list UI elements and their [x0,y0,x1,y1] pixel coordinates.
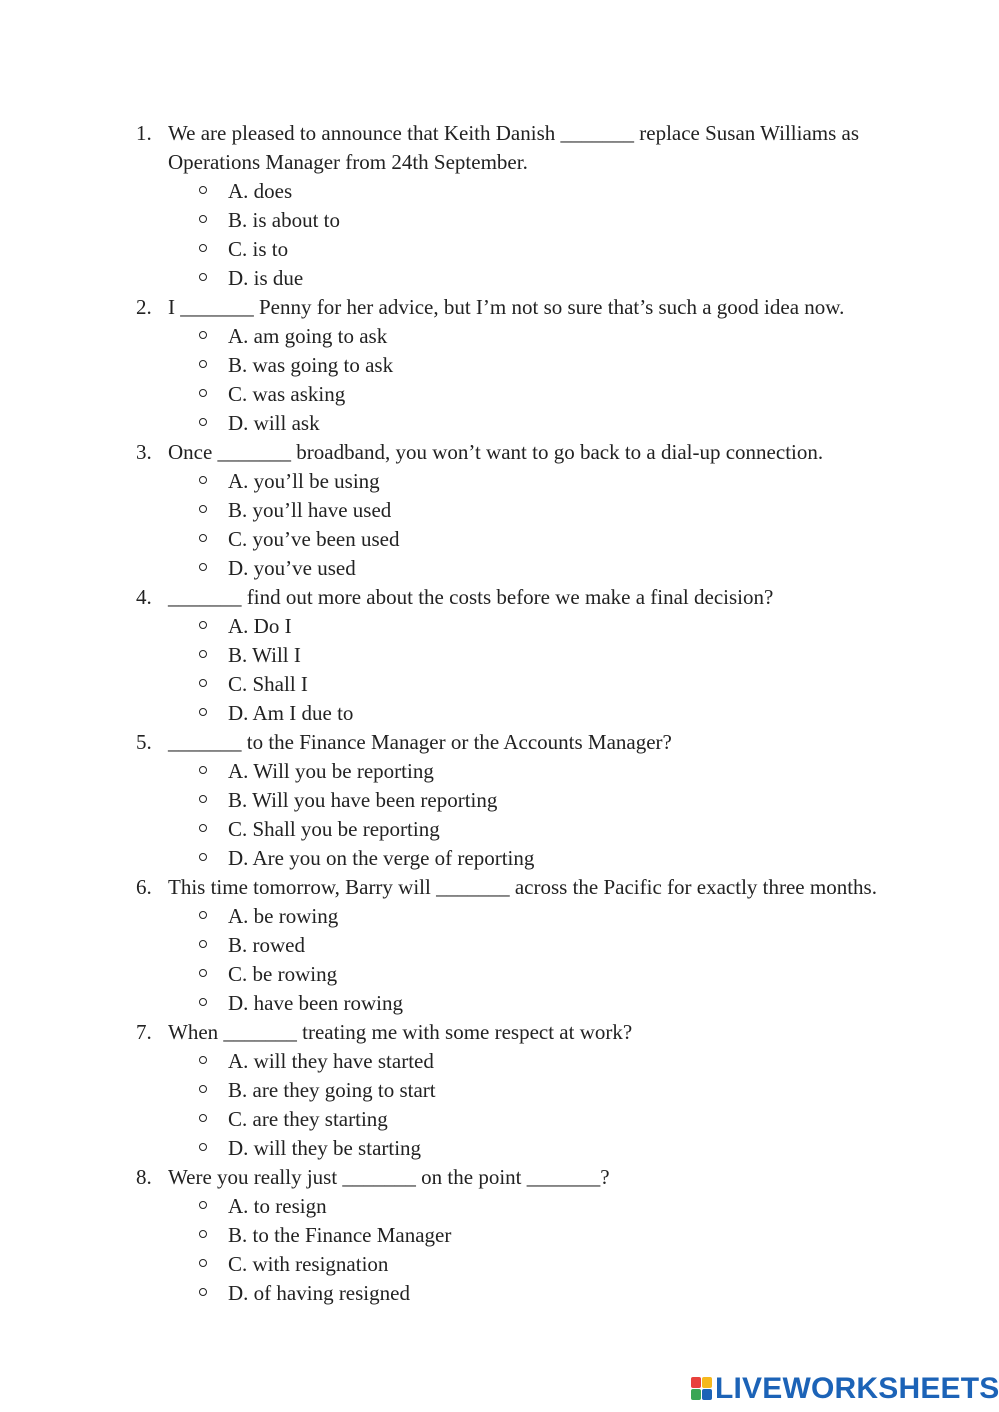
option-b[interactable] [0,496,999,525]
circle-bullet-icon [199,215,207,223]
circle-bullet-icon [199,1143,207,1151]
option-label: C. Shall I [228,672,308,696]
option-b[interactable] [0,931,999,960]
option-label: B. was going to ask [228,353,394,377]
question-text: This time tomorrow, Barry will _______ across the Pacific for exactly three months. [168,875,877,899]
option-d[interactable] [0,1279,999,1308]
question-6 [0,873,999,1018]
option-a[interactable] [0,322,999,351]
circle-bullet-icon [199,1114,207,1122]
circle-bullet-icon [199,766,207,774]
circle-bullet-icon [199,1201,207,1209]
option-d[interactable] [0,699,999,728]
option-label: C. Shall you be reporting [228,817,440,841]
option-a[interactable] [0,1047,999,1076]
option-a[interactable] [0,612,999,641]
question-8 [0,1163,999,1308]
circle-bullet-icon [199,621,207,629]
option-label: A. will they have started [228,1049,434,1073]
option-label: A. you’ll be using [228,469,380,493]
option-label: D. Am I due to [228,701,354,725]
liveworksheets-logo[interactable] [691,1372,999,1406]
option-label: C. are they starting [228,1107,388,1131]
circle-bullet-icon [199,650,207,658]
option-b[interactable] [0,351,999,380]
option-b[interactable] [0,1076,999,1105]
circle-bullet-icon [199,1288,207,1296]
option-label: D. you’ve used [228,556,356,580]
circle-bullet-icon [199,563,207,571]
question-7-stem [0,1018,999,1047]
option-label: C. was asking [228,382,346,406]
question-text: _______ find out more about the costs before we make a final decision? [168,585,774,609]
logo-square-blue [702,1389,712,1400]
circle-bullet-icon [199,186,207,194]
circle-bullet-icon [199,1230,207,1238]
option-label: B. you’ll have used [228,498,392,522]
question-1-stem [0,119,999,177]
option-c[interactable] [0,670,999,699]
option-d[interactable] [0,844,999,873]
option-c[interactable] [0,815,999,844]
option-c[interactable] [0,380,999,409]
option-label: D. will ask [228,411,320,435]
option-a[interactable] [0,757,999,786]
question-5-stem [0,728,999,757]
question-2 [0,293,999,438]
option-label: D. Are you on the verge of reporting [228,846,535,870]
option-label: C. be rowing [228,962,338,986]
circle-bullet-icon [199,360,207,368]
circle-bullet-icon [199,244,207,252]
option-c[interactable] [0,1250,999,1279]
circle-bullet-icon [199,853,207,861]
circle-bullet-icon [199,273,207,281]
option-label: C. with resignation [228,1252,389,1276]
logo-square-red [691,1377,701,1388]
logo-square-green [691,1389,701,1400]
option-label: D. is due [228,266,304,290]
question-number: 6. [136,875,152,899]
question-7 [0,1018,999,1163]
option-d[interactable] [0,264,999,293]
circle-bullet-icon [199,824,207,832]
circle-bullet-icon [199,940,207,948]
option-label: A. does [228,179,293,203]
question-text: When _______ treating me with some respect at work? [168,1020,633,1044]
question-text: Were you really just _______ on the point _______? [168,1165,610,1189]
logo-text: LIVEWORKSHEETS [715,1372,999,1405]
circle-bullet-icon [199,969,207,977]
option-d[interactable] [0,409,999,438]
option-label: D. of having resigned [228,1281,410,1305]
circle-bullet-icon [199,1259,207,1267]
option-c[interactable] [0,235,999,264]
option-label: B. rowed [228,933,305,957]
option-b[interactable] [0,786,999,815]
circle-bullet-icon [199,534,207,542]
option-label: B. Will I [228,643,301,667]
circle-bullet-icon [199,331,207,339]
circle-bullet-icon [199,998,207,1006]
option-c[interactable] [0,960,999,989]
option-label: B. to the Finance Manager [228,1223,452,1247]
option-a[interactable] [0,902,999,931]
option-label: A. to resign [228,1194,327,1218]
option-label: A. Do I [228,614,292,638]
question-number: 4. [136,585,152,609]
question-3-stem [0,438,999,467]
question-text: I _______ Penny for her advice, but I’m not so sure that’s such a good idea now. [168,295,845,319]
question-text: _______ to the Finance Manager or the Accounts Manager? [168,730,672,754]
question-2-stem [0,293,999,322]
logo-square-yellow [702,1377,712,1388]
circle-bullet-icon [199,1085,207,1093]
option-label: D. have been rowing [228,991,403,1015]
circle-bullet-icon [199,476,207,484]
question-number: 5. [136,730,152,754]
option-c[interactable] [0,525,999,554]
circle-bullet-icon [199,708,207,716]
question-6-stem [0,873,999,902]
worksheet [0,119,999,1308]
liveworksheets-logo-icon [691,1377,713,1401]
question-3 [0,438,999,583]
question-number: 2. [136,295,152,319]
option-label: A. am going to ask [228,324,388,348]
option-c[interactable] [0,1105,999,1134]
option-label: D. will they be starting [228,1136,422,1160]
option-a[interactable] [0,467,999,496]
option-label: A. be rowing [228,904,339,928]
question-number: 3. [136,440,152,464]
question-number: 8. [136,1165,152,1189]
question-number: 7. [136,1020,152,1044]
circle-bullet-icon [199,505,207,513]
option-label: A. Will you be reporting [228,759,434,783]
circle-bullet-icon [199,418,207,426]
question-4-stem [0,583,999,612]
option-d[interactable] [0,989,999,1018]
option-label: C. is to [228,237,289,261]
option-label: B. are they going to start [228,1078,436,1102]
option-b[interactable] [0,641,999,670]
question-4 [0,583,999,728]
question-1 [0,119,999,293]
circle-bullet-icon [199,911,207,919]
question-text: We are pleased to announce that Keith Danish _______ replace Susan Williams as Operations Manager from 24th September. [168,121,860,174]
option-label: B. is about to [228,208,341,232]
option-d[interactable] [0,554,999,583]
question-text: Once _______ broadband, you won’t want to go back to a dial-up connection. [168,440,824,464]
circle-bullet-icon [199,389,207,397]
option-label: C. you’ve been used [228,527,400,551]
question-number: 1. [136,121,152,145]
option-a[interactable] [0,1192,999,1221]
circle-bullet-icon [199,679,207,687]
question-5 [0,728,999,873]
circle-bullet-icon [199,1056,207,1064]
option-label: B. Will you have been reporting [228,788,498,812]
circle-bullet-icon [199,795,207,803]
option-b[interactable] [0,1221,999,1250]
option-d[interactable] [0,1134,999,1163]
option-a[interactable] [0,177,999,206]
question-8-stem [0,1163,999,1192]
option-b[interactable] [0,206,999,235]
